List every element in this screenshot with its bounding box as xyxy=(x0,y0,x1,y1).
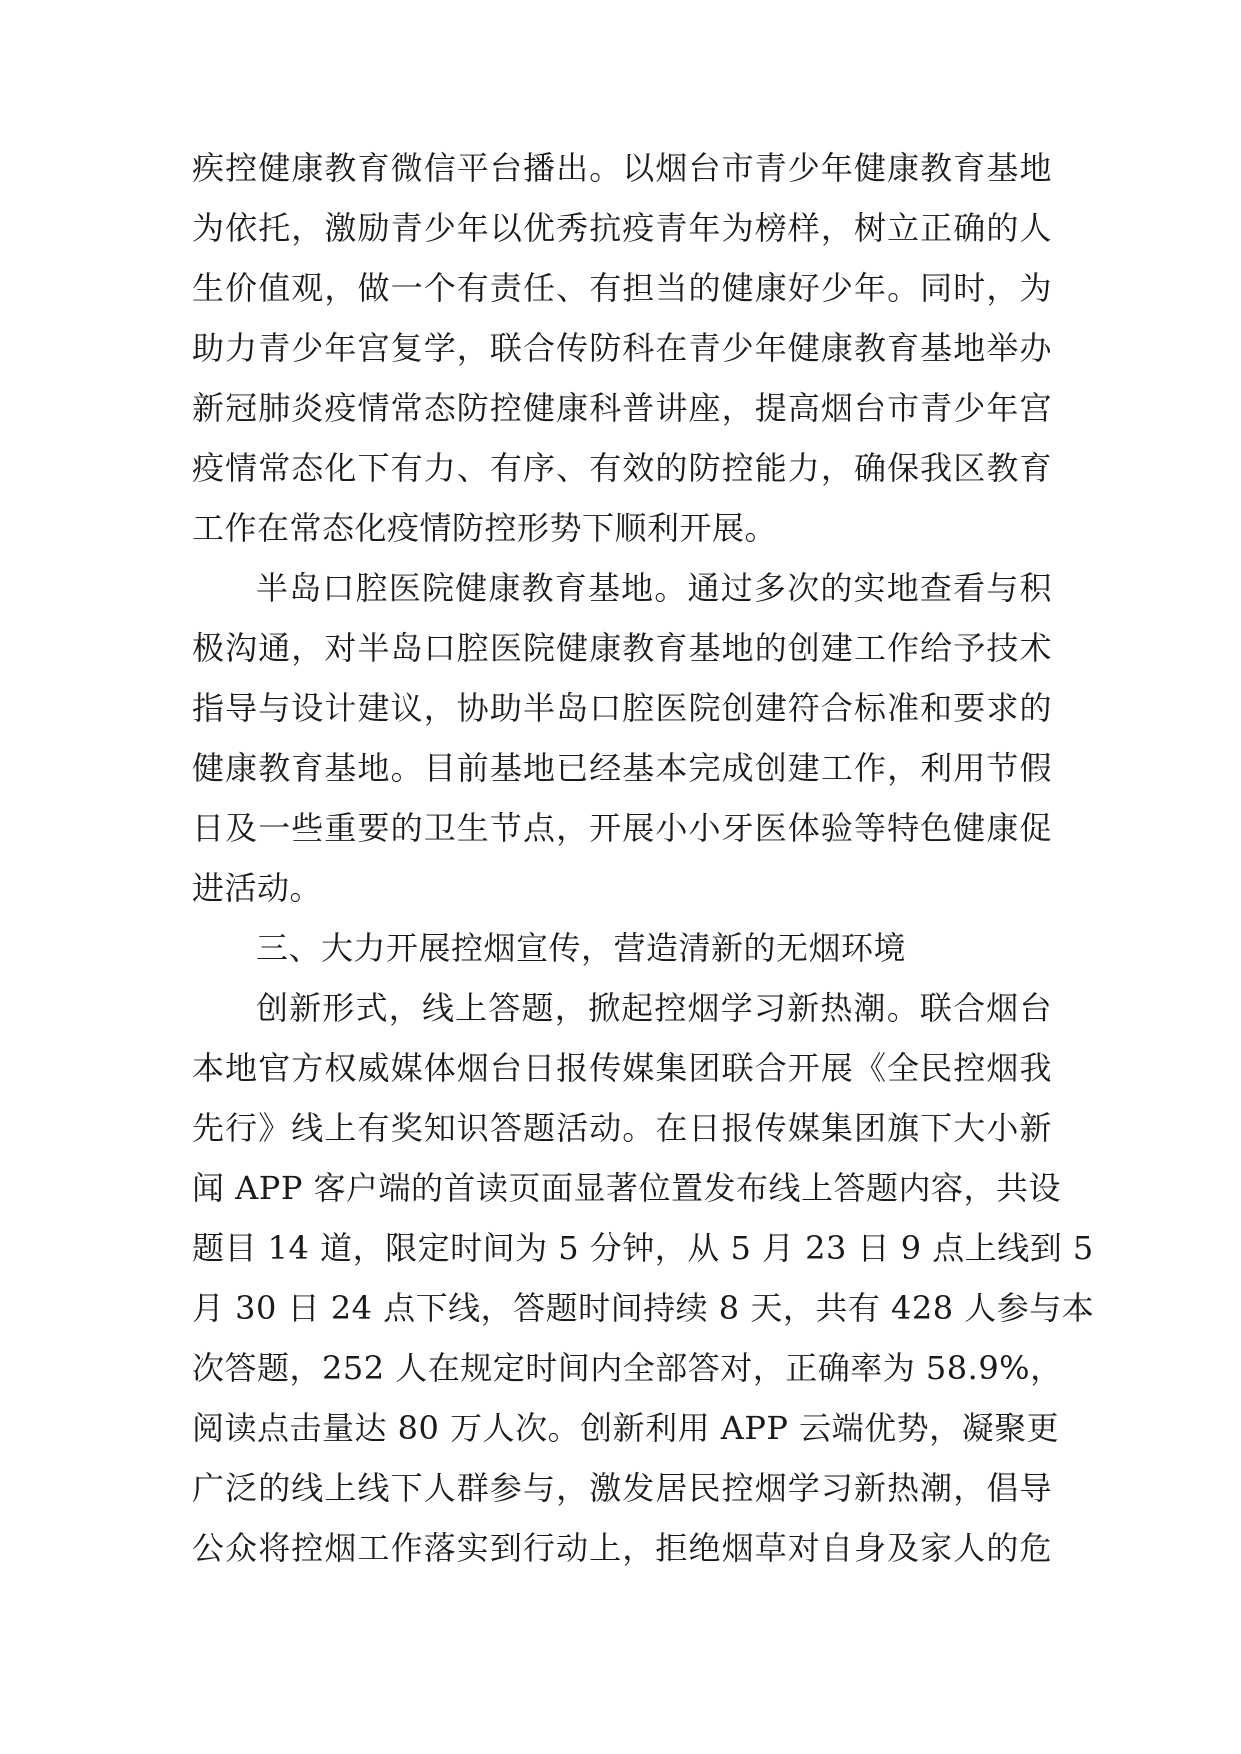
text-line: 极沟通，对半岛口腔医院健康教育基地的创建工作给予技术 xyxy=(192,629,1052,667)
text-line: 本地官方权威媒体烟台日报传媒集团联合开展《全民控烟我 xyxy=(192,1049,1052,1087)
text-line: 新冠肺炎疫情常态防控健康科普讲座，提高烟台市青少年宫 xyxy=(192,389,1052,427)
text-line: 阅读点击量达 80 万人次。创新利用 APP 云端优势，凝聚更 xyxy=(192,1409,1060,1447)
text-line: 疫情常态化下有力、有序、有效的防控能力，确保我区教育 xyxy=(192,449,1052,487)
text-line: 日及一些重要的卫生节点，开展小小牙医体验等特色健康促 xyxy=(192,809,1052,847)
paragraph-first-line: 半岛口腔医院健康教育基地。通过多次的实地查看与积 xyxy=(256,569,1052,607)
text-line: 工作在常态化疫情防控形势下顺利开展。 xyxy=(192,509,778,547)
text-line: 生价值观，做一个有责任、有担当的健康好少年。同时，为 xyxy=(192,269,1052,307)
text-line: 为依托，激励青少年以优秀抗疫青年为榜样，树立正确的人 xyxy=(192,209,1052,247)
text-line: 月 30 日 24 点下线，答题时间持续 8 天，共有 428 人参与本 xyxy=(192,1289,1095,1327)
text-line: 指导与设计建议，协助半岛口腔医院创建符合标准和要求的 xyxy=(192,689,1052,727)
text-line: 疾控健康教育微信平台播出。以烟台市青少年健康教育基地 xyxy=(192,149,1052,187)
section-heading: 三、大力开展控烟宣传，营造清新的无烟环境 xyxy=(256,929,907,967)
text-line: 健康教育基地。目前基地已经基本完成创建工作，利用节假 xyxy=(192,749,1052,787)
text-line: 先行》线上有奖知识答题活动。在日报传媒集团旗下大小新 xyxy=(192,1109,1052,1147)
text-line: 闻 APP 客户端的首读页面显著位置发布线上答题内容，共设 xyxy=(192,1169,1062,1207)
text-line: 次答题，252 人在规定时间内全部答对，正确率为 58.9%， xyxy=(192,1349,1063,1387)
text-line: 题目 14 道，限定时间为 5 分钟，从 5 月 23 日 9 点上线到 5 xyxy=(192,1229,1094,1267)
text-line: 进活动。 xyxy=(192,869,323,907)
text-line: 公众将控烟工作落实到行动上，拒绝烟草对自身及家人的危 xyxy=(192,1529,1052,1567)
paragraph-first-line: 创新形式，线上答题，掀起控烟学习新热潮。联合烟台 xyxy=(256,989,1052,1027)
text-line: 广泛的线上线下人群参与，激发居民控烟学习新热潮，倡导 xyxy=(192,1469,1052,1507)
text-line: 助力青少年宫复学，联合传防科在青少年健康教育基地举办 xyxy=(192,329,1052,367)
